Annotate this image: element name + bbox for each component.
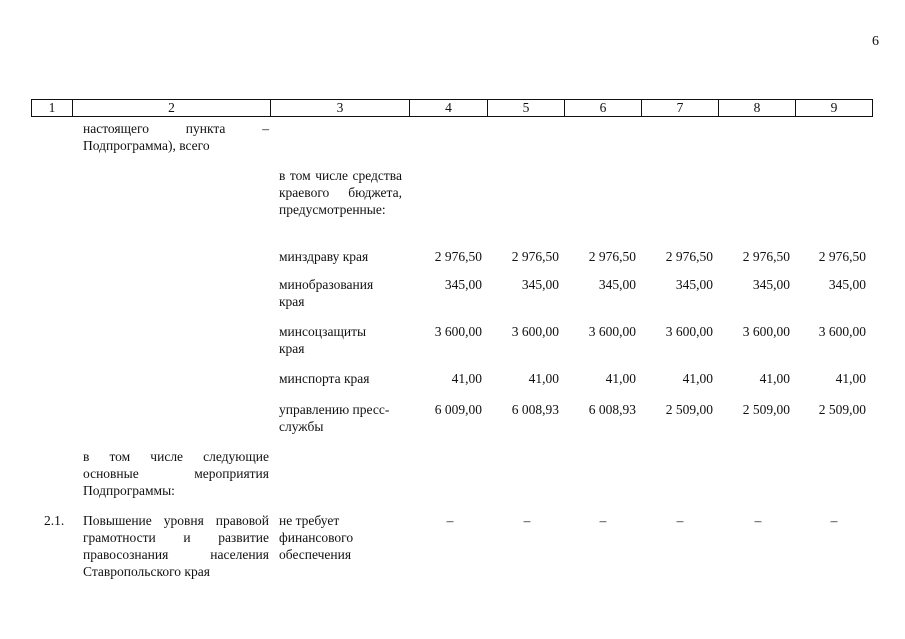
header-col-1: 1 xyxy=(32,100,73,116)
row-minzdrav-col5: 2 976,50 xyxy=(511,249,559,264)
item-2-1-col5: – xyxy=(523,513,531,528)
row-minsport-col6: 41,00 xyxy=(605,371,636,386)
row-press-col7: 2 509,00 xyxy=(665,402,713,417)
continued-subprogram-text: настоящего пункта – Подпрограмма), всего xyxy=(83,121,269,153)
row-minobr-col9: 345,00 xyxy=(828,277,866,292)
row-press-col4: 6 009,00 xyxy=(434,402,482,417)
row-minsport-col5: 41,00 xyxy=(528,371,559,386)
row-minsport-col7: 41,00 xyxy=(682,371,713,386)
item-2-1-col9: – xyxy=(830,513,838,528)
budget-intro-text: в том числе средства краевого бюджета, предусмотренные: xyxy=(279,168,402,217)
row-minsoc-col8: 3 600,00 xyxy=(742,324,790,339)
row-minsoc-col6: 3 600,00 xyxy=(588,324,636,339)
row-label-minzdrav: минздраву края xyxy=(279,249,369,264)
item-2-1-name: Повышение уровня правовой грамотности и развитие правосознания населения Ставропольского края xyxy=(83,513,269,579)
page-number: 6 xyxy=(872,34,879,49)
row-minsport-col8: 41,00 xyxy=(759,371,790,386)
row-minobr-col6: 345,00 xyxy=(598,277,636,292)
row-minsoc-col7: 3 600,00 xyxy=(665,324,713,339)
header-col-6: 6 xyxy=(565,100,642,116)
row-minzdrav-col9: 2 976,50 xyxy=(818,249,866,264)
row-minobr-col8: 345,00 xyxy=(752,277,790,292)
item-2-1-col4: – xyxy=(446,513,454,528)
row-press-col8: 2 509,00 xyxy=(742,402,790,417)
row-press-col6: 6 008,93 xyxy=(588,402,636,417)
header-col-8: 8 xyxy=(719,100,796,116)
header-col-2: 2 xyxy=(73,100,271,116)
row-minzdrav-col6: 2 976,50 xyxy=(588,249,636,264)
row-minsoc-col4: 3 600,00 xyxy=(434,324,482,339)
header-col-3: 3 xyxy=(271,100,410,116)
header-col-9: 9 xyxy=(830,100,838,115)
header-col-5: 5 xyxy=(488,100,565,116)
main-events-intro: в том числе следующие основные мероприятия Подпрограммы: xyxy=(83,449,269,498)
row-label-press-service: управлению пресс-службы xyxy=(279,402,390,434)
row-label-minsoczashchity: минсоцзащиты края xyxy=(279,324,367,356)
header-col-4: 4 xyxy=(410,100,488,116)
row-minsoc-col5: 3 600,00 xyxy=(511,324,559,339)
row-minzdrav-col7: 2 976,50 xyxy=(665,249,713,264)
item-2-1-col8: – xyxy=(754,513,762,528)
row-label-minobr: минобразования края xyxy=(279,277,374,309)
item-2-1-col7: – xyxy=(676,513,684,528)
row-press-col5: 6 008,93 xyxy=(511,402,559,417)
table-header-row xyxy=(31,99,873,117)
item-2-1-number: 2.1. xyxy=(44,513,65,528)
row-minsport-col4: 41,00 xyxy=(451,371,482,386)
row-minzdrav-col8: 2 976,50 xyxy=(742,249,790,264)
item-2-1-source: не требует финансового обеспечения xyxy=(279,513,354,562)
item-2-1-col6: – xyxy=(599,513,607,528)
row-minobr-col4: 345,00 xyxy=(444,277,482,292)
header-col-7: 7 xyxy=(642,100,719,116)
row-label-minsport: минспорта края xyxy=(279,371,370,386)
row-press-col9: 2 509,00 xyxy=(818,402,866,417)
row-minsport-col9: 41,00 xyxy=(835,371,866,386)
row-minsoc-col9: 3 600,00 xyxy=(818,324,866,339)
row-minzdrav-col4: 2 976,50 xyxy=(434,249,482,264)
row-minobr-col7: 345,00 xyxy=(675,277,713,292)
row-minobr-col5: 345,00 xyxy=(521,277,559,292)
